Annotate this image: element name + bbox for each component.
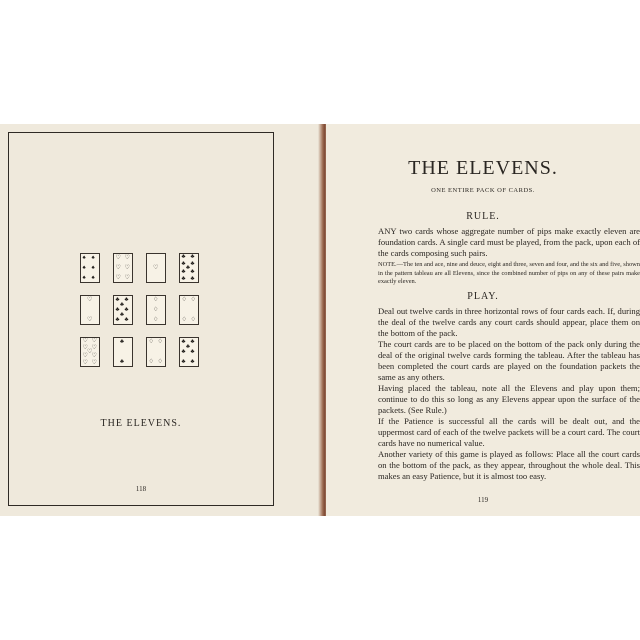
card-pip: ♢: [181, 316, 187, 323]
card-pip: ♡: [82, 359, 88, 366]
card-pip: ♢: [148, 339, 154, 346]
card-pip: ♠: [82, 255, 86, 262]
card-pip: ♣: [190, 254, 195, 261]
play-heading: PLAY.: [467, 291, 499, 302]
play-paragraph: If the Patience is successful all the cards will be dealt out, and the uppermost card of each of the twelve packets will be a court card. The court cards have no numerical value.: [378, 416, 640, 448]
card-pip: ♢: [157, 358, 163, 365]
card-pip: ♣: [120, 339, 124, 346]
card-pip: ♣: [115, 307, 120, 313]
playing-card: [113, 337, 133, 367]
card-pip: ♡: [91, 345, 97, 352]
card-pip: ♡: [115, 255, 121, 262]
card-pip: ♢: [157, 339, 163, 346]
card-pip: ♡: [82, 345, 88, 352]
card-pip: ♡: [87, 349, 93, 355]
card-pip: ♢: [190, 316, 196, 323]
card-pip: ♢: [190, 297, 196, 304]
card-pip: ♣: [181, 339, 186, 346]
card-pip: ♢: [181, 297, 187, 304]
card-pip: ♣: [190, 275, 195, 282]
card-pip: ♡: [153, 265, 159, 271]
playing-card: [179, 337, 199, 367]
card-pip: ♡: [124, 265, 130, 271]
playing-card: [146, 295, 166, 325]
card-pip: ♡: [91, 352, 97, 359]
card-pip: ♢: [153, 307, 159, 313]
card-pip: ♣: [190, 349, 195, 355]
card-pip: ♡: [82, 338, 88, 345]
card-pip: ♣: [190, 261, 195, 268]
playing-card: [179, 295, 199, 325]
playing-card: [113, 295, 133, 325]
card-pip: ♡: [87, 297, 93, 304]
card-pip: ♣: [190, 358, 195, 365]
card-pip: ♣: [181, 349, 186, 355]
right-page: [326, 124, 640, 516]
card-pip: ♠: [91, 265, 95, 271]
plate-frame: [8, 132, 274, 506]
card-pip: ♣: [120, 301, 124, 308]
card-pip: ♡: [91, 359, 97, 366]
playing-card: [80, 253, 100, 283]
card-pip: ♠: [91, 255, 95, 262]
card-pip: ♣: [115, 316, 120, 323]
page-number-right: 119: [477, 496, 489, 504]
playing-card: [80, 295, 100, 325]
card-pip: ♢: [153, 316, 159, 323]
rule-text: ANY two cards whose aggregate number of pips make exactly eleven are foundation cards. A single card must be played, from the pack, upon each of the cards composing such pairs.: [378, 226, 640, 258]
card-pip: ♣: [181, 261, 186, 268]
left-page: [0, 124, 322, 516]
playing-card: [179, 253, 199, 283]
card-pip: ♡: [115, 265, 121, 271]
plate-caption: THE ELEVENS.: [100, 418, 182, 429]
card-pip: ♣: [181, 254, 186, 261]
card-pip: ♡: [91, 338, 97, 345]
card-pip: ♡: [87, 316, 93, 323]
page-subtitle: ONE ENTIRE PACK OF CARDS.: [431, 187, 535, 194]
card-pip: ♡: [124, 274, 130, 281]
note-text: NOTE.—The ten and ace, nine and deuce, eight and three, seven and four, and the six and five, shown in the pattern tableau are all Elevens, since the combined number of pips on any of these pairs make exactly eleven.: [378, 261, 640, 286]
playing-card: [146, 337, 166, 367]
card-pip: ♣: [186, 265, 190, 271]
play-paragraph: The court cards are to be placed on the bottom of the pack only during the deal of the original twelve cards forming the tableau. After the tableau has been completed the court cards are played on the foundation packets the same as any others.: [378, 339, 640, 382]
play-paragraph: Having placed the tableau, note all the Elevens and play upon them; continue to do this so long as any Elevens appear upon the surface of the packets. (See Rule.): [378, 383, 640, 415]
card-pip: ♣: [190, 339, 195, 346]
card-pip: ♣: [124, 297, 129, 304]
card-pip: ♡: [82, 352, 88, 359]
rule-heading: RULE.: [466, 211, 500, 222]
card-pip: ♣: [124, 307, 129, 313]
play-paragraph: Another variety of this game is played as follows: Place all the court cards on the bottom of the pack, as they appear, throughout the whole deal. This makes an easy Patience, but it is almost too easy.: [378, 449, 640, 481]
card-pip: ♣: [181, 275, 186, 282]
card-pip: ♠: [82, 274, 86, 281]
play-paragraph: Deal out twelve cards in three horizontal rows of four cards each. If, during the deal of the twelve cards any court cards should appear, place them on the bottom of the pack.: [378, 306, 640, 338]
playing-card: [80, 337, 100, 367]
card-pip: ♣: [190, 268, 195, 275]
card-pip: ♠: [82, 265, 86, 271]
card-pip: ♣: [181, 358, 186, 365]
playing-card: [146, 253, 166, 283]
card-pip: ♣: [124, 316, 129, 323]
card-pip: ♣: [120, 358, 124, 365]
card-pip: ♡: [124, 255, 130, 262]
playing-card: [113, 253, 133, 283]
book-spread: [0, 124, 640, 516]
card-pip: ♣: [181, 268, 186, 275]
card-pip: ♢: [148, 358, 154, 365]
page-number-left: 118: [135, 485, 147, 493]
card-pip: ♣: [115, 297, 120, 304]
page-title: THE ELEVENS.: [408, 157, 558, 179]
card-pip: ♡: [115, 274, 121, 281]
card-pip: ♣: [186, 343, 190, 350]
card-pip: ♣: [120, 312, 124, 319]
card-pip: ♢: [153, 297, 159, 304]
card-pip: ♠: [91, 274, 95, 281]
